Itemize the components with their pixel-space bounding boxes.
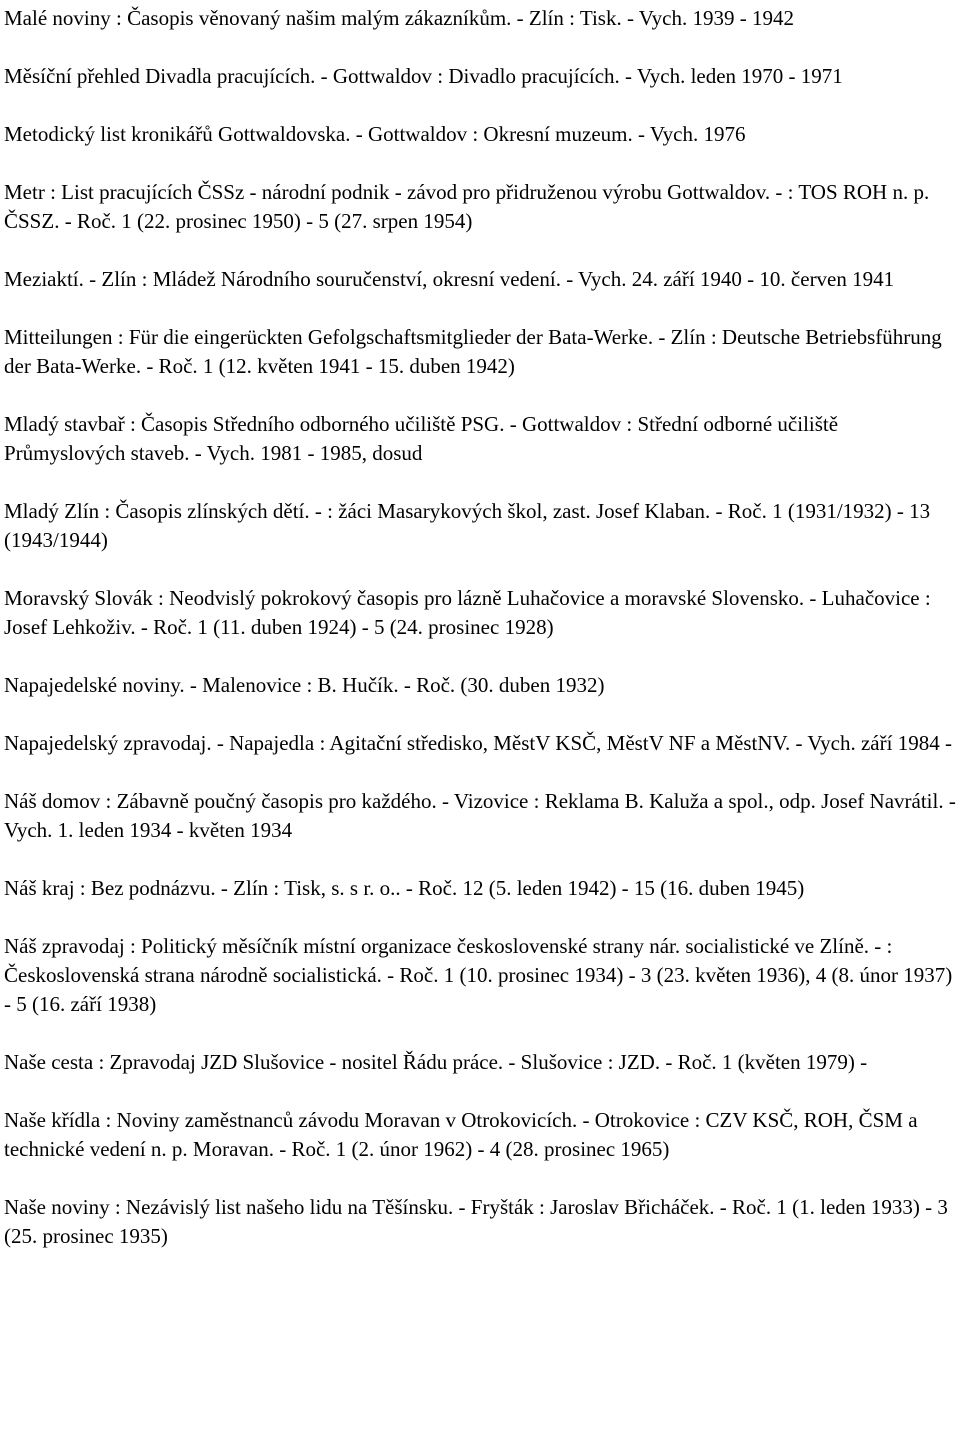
catalog-entry: Metodický list kronikářů Gottwaldovska. - Gottwaldov : Okresní muzeum. - Vych. 1976	[4, 122, 746, 146]
catalog-entry: Napajedelské noviny. - Malenovice : B. Hučík. - Roč. (30. duben 1932)	[4, 673, 605, 697]
catalog-entry: Naše noviny : Nezávislý list našeho lidu na Těšínsku. - Fryšták : Jaroslav Břicháček. - Roč. 1 (1. leden 1933) - 3 (25. prosinec 1935)	[4, 1195, 948, 1248]
catalog-entry: Náš domov : Zábavně poučný časopis pro každého. - Vizovice : Reklama B. Kaluža a spol., odp. Josef Navrátil. - Vych. 1. leden 1934 - květen 1934	[4, 789, 956, 842]
catalog-entry: Malé noviny : Časopis věnovaný našim malým zákazníkům. - Zlín : Tisk. - Vych. 1939 - 1942	[4, 6, 794, 30]
catalog-entry: Náš zpravodaj : Politický měsíčník místní organizace československé strany nár. socialistické ve Zlíně. - : Československá strana národně socialistická. - Roč. 1 (10. prosinec 1934) - 3 (23. květen 1936), 4 (8. únor 1937) - 5 (16. září 1938)	[4, 934, 953, 1016]
catalog-entry: Mladý Zlín : Časopis zlínských dětí. - : žáci Masarykových škol, zast. Josef Klaban. - Roč. 1 (1931/1932) - 13 (1943/1944)	[4, 499, 931, 552]
catalog-entry: Moravský Slovák : Neodvislý pokrokový časopis pro lázně Luhačovice a moravské Slovensko. - Luhačovice : Josef Lehkoživ. - Roč. 1 (11. duben 1924) - 5 (24. prosinec 1928)	[4, 586, 931, 639]
catalog-entry: Metr : List pracujících ČSSz - národní podnik - závod pro přidruženou výrobu Gottwaldov. - : TOS ROH n. p. ČSSZ. - Roč. 1 (22. prosinec 1950) - 5 (27. srpen 1954)	[4, 180, 930, 233]
catalog-list	[4, 4, 956, 1251]
catalog-entry: Napajedelský zpravodaj. - Napajedla : Agitační středisko, MěstV KSČ, MěstV NF a MěstNV. - Vych. září 1984 -	[4, 731, 952, 755]
catalog-entry: Mladý stavbař : Časopis Středního odborného učiliště PSG. - Gottwaldov : Střední odborné učiliště Průmyslových staveb. - Vych. 1981 - 1985, dosud	[4, 412, 839, 465]
catalog-entry: Naše cesta : Zpravodaj JZD Slušovice - nositel Řádu práce. - Slušovice : JZD. - Roč. 1 (květen 1979) -	[4, 1050, 868, 1074]
catalog-entry: Mitteilungen : Für die eingerückten Gefolgschaftsmitglieder der Bata-Werke. - Zlín : Deutsche Betriebsführung der Bata-Werke. - Roč. 1 (12. květen 1941 - 15. duben 1942)	[4, 325, 942, 378]
catalog-entry: Měsíční přehled Divadla pracujících. - Gottwaldov : Divadlo pracujících. - Vych. leden 1970 - 1971	[4, 64, 843, 88]
catalog-entry: Naše křídla : Noviny zaměstnanců závodu Moravan v Otrokovicích. - Otrokovice : CZV KSČ, ROH, ČSM a technické vedení n. p. Moravan. - Roč. 1 (2. únor 1962) - 4 (28. prosinec 1965)	[4, 1108, 918, 1161]
catalog-entry: Náš kraj : Bez podnázvu. - Zlín : Tisk, s. s r. o.. - Roč. 12 (5. leden 1942) - 15 (16. duben 1945)	[4, 876, 805, 900]
catalog-entry: Meziaktí. - Zlín : Mládež Národního souručenství, okresní vedení. - Vych. 24. září 1940 - 10. červen 1941	[4, 267, 895, 291]
